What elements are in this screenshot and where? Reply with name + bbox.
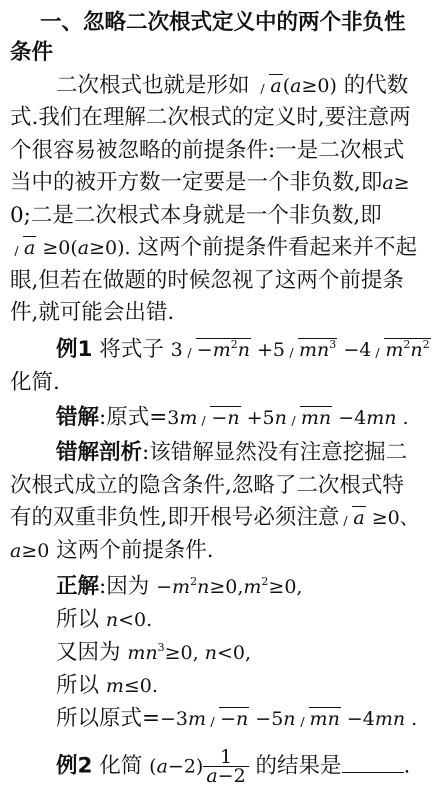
para-line: 眼,但若在做题的时候忽视了这两个前提条: [10, 268, 404, 293]
wrong-label: 错解: [56, 405, 100, 430]
correct-line: 正解:因为 $-m^2n\ge 0,m^2\ge 0$,: [56, 574, 303, 599]
analysis-label: 错解剖析: [56, 440, 143, 465]
heading-text-cont: 条件: [10, 40, 54, 65]
example2-label: 例2: [56, 753, 93, 779]
math-expr: −3m −n −5n mn −4mn .: [160, 708, 417, 730]
math-expr: $-m^2n\ge 0,m^2\ge 0$,: [156, 575, 303, 598]
para-line: 个很容易被忽略的前提条件:一是二次根式: [10, 138, 405, 163]
analysis-line: 错解剖析:该错解显然没有注意挖掘二: [56, 440, 408, 465]
correct-line: 又因为 $mn^3\ge 0$, n<0,: [56, 640, 252, 665]
section-heading: [40, 8, 446, 38]
math-expr: a≥: [382, 172, 410, 194]
example1-label: 例1: [56, 337, 93, 362]
math-expr: a≥0: [10, 540, 50, 562]
correct-label: 正解: [56, 574, 100, 599]
math-expr: a(a≥0): [256, 75, 337, 97]
para-line: 件,就可能会出错.: [10, 300, 175, 325]
math-expr: 3m −n +5n mn −4mn .: [167, 407, 408, 429]
math-expr: $3 -m^2n +5$ $mn^3 -4$ $m^2n^2$: [171, 339, 431, 361]
para-line: 二次根式也就是形如 a(a≥0) 的代数: [56, 71, 446, 101]
math-expr: a ≥0、: [339, 507, 418, 529]
section-heading-cont: [10, 38, 436, 68]
para-line: 当中的被开方数一定要是一个非负数,即a≥: [10, 170, 410, 195]
math-expr: $mn^3\ge 0$, n<0,: [127, 641, 252, 664]
example2-line: 例2 化简 (a−2) $\frac{1}{a-2}$ 的结果是 .: [56, 746, 411, 787]
example1-line: 例1 将式子 $3 -m^2n +5$ $mn^3 -4$ $m^2n^2$: [56, 335, 446, 365]
wrong-solution: 错解:原式=3m −n +5n mn −4mn .: [56, 403, 446, 433]
analysis-line: 有的双重非负性,即开根号必须注意 a ≥0、: [10, 503, 436, 533]
example1-line: 化简.: [10, 370, 60, 395]
correct-line: 所以原式=−3m −n −5n mn −4mn .: [56, 704, 446, 734]
answer-blank: [342, 752, 404, 773]
math-expr: m≤0.: [105, 675, 158, 697]
analysis-line: 次根式成立的隐含条件,忽略了二次根式特: [10, 473, 404, 498]
math-expr: n<0.: [105, 609, 153, 631]
math-expr: a ≥0(a≥0).: [10, 237, 131, 259]
math-expr: (a−2): [149, 755, 204, 778]
fraction: $\frac{1}{a-2}$: [203, 748, 248, 785]
heading-text: 一、忽略二次根式定义中的两个非负性: [40, 10, 406, 35]
para-line: a ≥0(a≥0). 这两个前提条件看起来并不起: [10, 233, 436, 263]
para-line: 式.我们在理解二次根式的定义时,要注意两: [10, 105, 411, 130]
correct-line: 所以 m≤0.: [56, 673, 158, 698]
para-line: 0;二是二次根式本身就是一个非负数,即: [10, 203, 382, 228]
correct-line: 所以 n<0.: [56, 607, 153, 632]
analysis-line: a≥0 这两个前提条件.: [10, 538, 214, 563]
